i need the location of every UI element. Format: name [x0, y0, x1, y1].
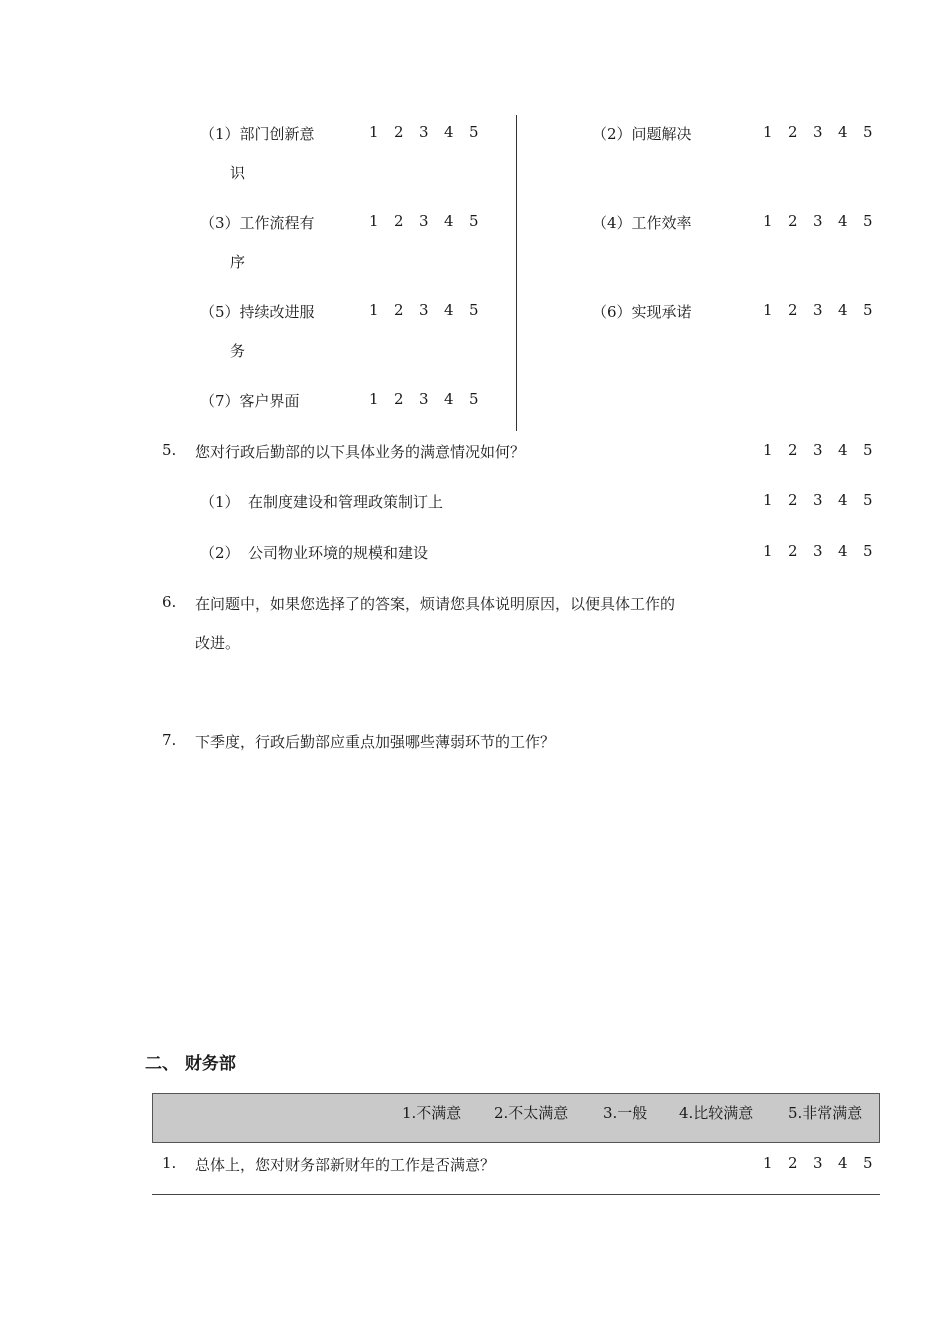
rating-label-2: 2.不太满意 [494, 1104, 569, 1122]
scale-option[interactable]: 4 [444, 123, 454, 141]
s2-q1-text: 总体上，您对财务部新财年的工作是否满意？ [195, 1156, 496, 1174]
grid-item-6-label: （6）实现承诺 [592, 303, 692, 321]
scale-option[interactable]: 1 [369, 212, 379, 230]
scale-option[interactable]: 3 [813, 123, 823, 141]
scale-option[interactable]: 4 [444, 212, 454, 230]
scale-option[interactable]: 5 [863, 212, 873, 230]
grid-item-2-scale[interactable] [763, 123, 888, 141]
grid-item-2-label: （2）问题解决 [592, 125, 692, 143]
scale-option[interactable]: 1 [763, 441, 773, 459]
grid-item-3-label-wrap: 序 [230, 253, 246, 271]
q5-sub1-number: （1） [200, 493, 240, 511]
scale-option[interactable]: 2 [788, 301, 798, 319]
grid-item-5-label-wrap: 务 [230, 342, 246, 360]
scale-option[interactable]: 3 [813, 301, 823, 319]
scale-option[interactable]: 4 [838, 123, 848, 141]
s2-q1-scale[interactable] [763, 1154, 888, 1172]
scale-option[interactable]: 4 [838, 301, 848, 319]
scale-option[interactable]: 5 [863, 441, 873, 459]
scale-option[interactable]: 3 [813, 212, 823, 230]
q6-text-line1: 在问题中，如果您选择了的答案，烦请您具体说明原因，以便具体工作的 [195, 595, 676, 613]
grid-item-4-label: （4）工作效率 [592, 214, 692, 232]
table-bottom-rule [152, 1194, 880, 1195]
scale-option[interactable]: 5 [863, 1154, 873, 1172]
q5-number: 5. [162, 441, 177, 459]
grid-item-3-scale[interactable] [369, 212, 494, 230]
scale-option[interactable]: 3 [813, 1154, 823, 1172]
scale-option[interactable]: 2 [394, 390, 404, 408]
grid-item-3-label: （3）工作流程有 [200, 214, 315, 232]
grid-item-7-scale[interactable] [369, 390, 494, 408]
scale-option[interactable]: 2 [788, 123, 798, 141]
scale-option[interactable]: 3 [813, 542, 823, 560]
scale-option[interactable]: 4 [838, 491, 848, 509]
q5-text: 您对行政后勤部的以下具体业务的满意情况如何？ [195, 443, 526, 461]
grid-item-1-scale[interactable] [369, 123, 494, 141]
scale-option[interactable]: 4 [838, 212, 848, 230]
grid-item-1-label: （1）部门创新意 [200, 125, 315, 143]
scale-option[interactable]: 1 [369, 123, 379, 141]
section-title-finance: 二、 财务部 [145, 1054, 236, 1074]
scale-option[interactable]: 2 [394, 123, 404, 141]
scale-option[interactable]: 2 [394, 301, 404, 319]
scale-option[interactable]: 1 [763, 1154, 773, 1172]
q5-sub1-scale[interactable] [763, 491, 888, 509]
scale-option[interactable]: 1 [763, 301, 773, 319]
scale-option[interactable]: 1 [763, 123, 773, 141]
scale-option[interactable]: 2 [788, 491, 798, 509]
rating-label-4: 4.比较满意 [679, 1104, 754, 1122]
scale-option[interactable]: 3 [419, 123, 429, 141]
scale-option[interactable]: 5 [863, 491, 873, 509]
scale-option[interactable]: 3 [813, 491, 823, 509]
scale-option[interactable]: 1 [763, 491, 773, 509]
scale-option[interactable]: 5 [469, 212, 479, 230]
scale-option[interactable]: 2 [394, 212, 404, 230]
scale-option[interactable]: 2 [788, 542, 798, 560]
scale-option[interactable]: 1 [763, 542, 773, 560]
scale-option[interactable]: 5 [469, 123, 479, 141]
scale-option[interactable]: 5 [863, 301, 873, 319]
q5-scale[interactable] [763, 441, 888, 459]
q7-number: 7. [162, 731, 177, 749]
grid-item-6-scale[interactable] [763, 301, 888, 319]
scale-option[interactable]: 3 [813, 441, 823, 459]
q6-text-line2: 改进。 [195, 634, 241, 652]
q5-sub2-scale[interactable] [763, 542, 888, 560]
grid-item-7-label: （7）客户界面 [200, 392, 300, 410]
scale-option[interactable]: 4 [838, 542, 848, 560]
scale-option[interactable]: 4 [838, 1154, 848, 1172]
s2-q1-number: 1. [162, 1154, 177, 1172]
q5-sub2-text: 公司物业环境的规模和建设 [248, 544, 429, 562]
q5-sub1-text: 在制度建设和管理政策制订上 [248, 493, 444, 511]
scale-option[interactable]: 2 [788, 441, 798, 459]
grid-item-4-scale[interactable] [763, 212, 888, 230]
scale-option[interactable]: 1 [369, 301, 379, 319]
grid-item-1-label-wrap: 识 [230, 164, 246, 182]
scale-option[interactable]: 4 [838, 441, 848, 459]
q7-text: 下季度，行政后勤部应重点加强哪些薄弱环节的工作？ [195, 733, 556, 751]
scale-option[interactable]: 3 [419, 301, 429, 319]
scale-option[interactable]: 4 [444, 390, 454, 408]
scale-option[interactable]: 2 [788, 212, 798, 230]
scale-option[interactable]: 4 [444, 301, 454, 319]
q5-sub2-number: （2） [200, 544, 240, 562]
rating-label-5: 5.非常满意 [788, 1104, 863, 1122]
scale-option[interactable]: 3 [419, 390, 429, 408]
rating-label-3: 3.一般 [603, 1104, 648, 1122]
scale-option[interactable]: 5 [863, 542, 873, 560]
scale-option[interactable]: 5 [863, 123, 873, 141]
scale-option[interactable]: 1 [369, 390, 379, 408]
rating-label-1: 1.不满意 [402, 1104, 462, 1122]
scale-option[interactable]: 3 [419, 212, 429, 230]
scale-option[interactable]: 1 [763, 212, 773, 230]
scale-option[interactable]: 2 [788, 1154, 798, 1172]
grid-item-5-scale[interactable] [369, 301, 494, 319]
grid-item-5-label: （5）持续改进服 [200, 303, 315, 321]
column-divider [516, 115, 517, 431]
q6-number: 6. [162, 593, 177, 611]
scale-option[interactable]: 5 [469, 301, 479, 319]
scale-option[interactable]: 5 [469, 390, 479, 408]
